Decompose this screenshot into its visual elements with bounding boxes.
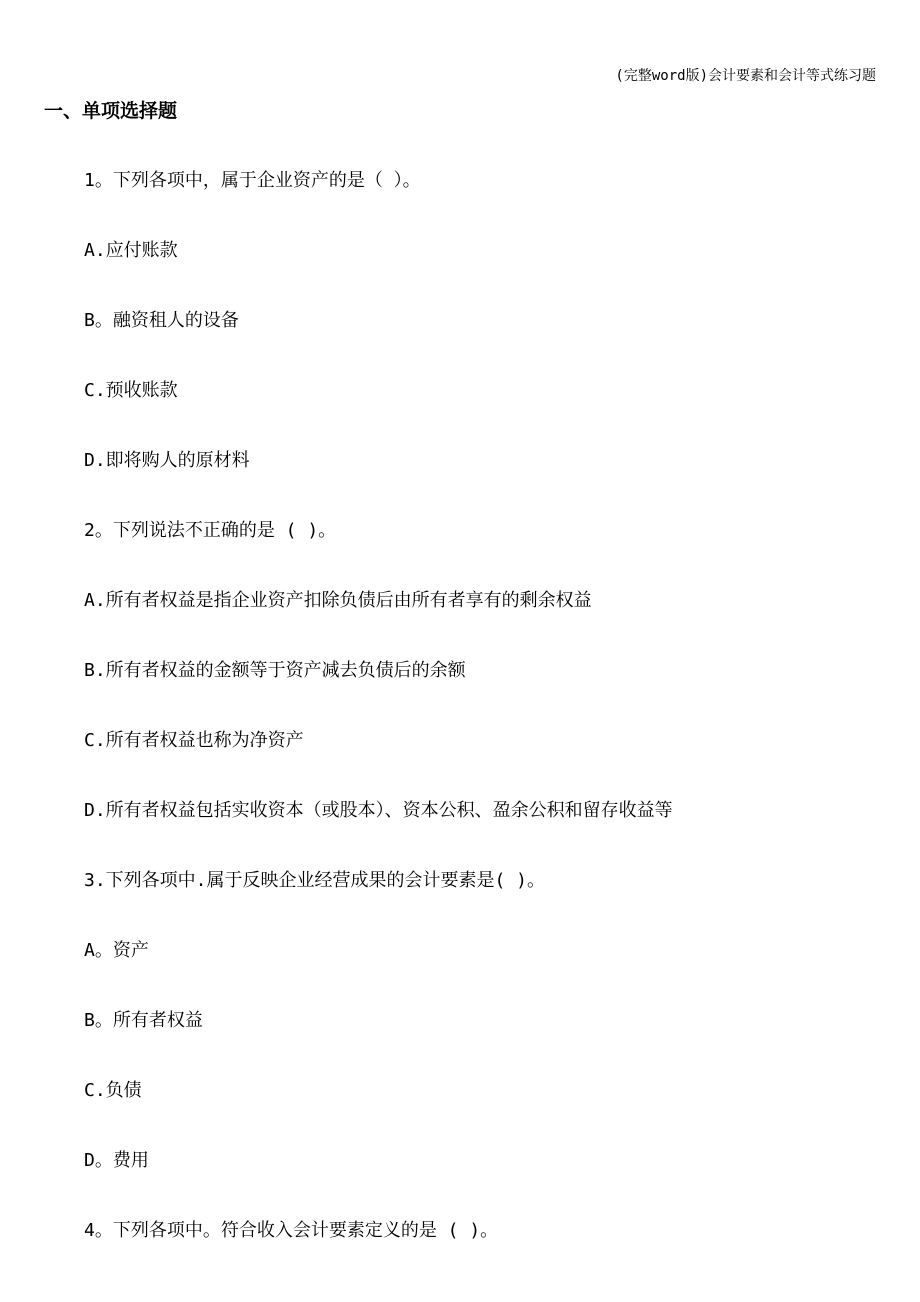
question-3-option-c: C.负债 [84, 1080, 142, 1101]
question-2-stem: 2。下列说法不正确的是 ( )。 [84, 520, 337, 541]
section-title: 一、单项选择题 [44, 100, 178, 122]
question-3-option-a: A。资产 [84, 940, 149, 961]
question-2-option-d: D.所有者权益包括实收资本（或股本）、资本公积、盈余公积和留存收益等 [84, 800, 673, 821]
question-3-option-b: B。所有者权益 [84, 1010, 203, 1031]
question-4-stem: 4。下列各项中。符合收入会计要素定义的是 ( )。 [84, 1220, 499, 1241]
question-1-option-a: A.应付账款 [84, 240, 178, 261]
question-1-stem: 1。下列各项中，属于企业资产的是（ ）。 [84, 170, 421, 191]
document-header-title: (完整word版)会计要素和会计等式练习题 [615, 68, 876, 84]
question-1-option-c: C.预收账款 [84, 380, 178, 401]
question-1-option-b: B。融资租人的设备 [84, 310, 239, 331]
question-2-option-b: B.所有者权益的金额等于资产减去负债后的余额 [84, 660, 466, 681]
question-3-stem: 3.下列各项中.属于反映企业经营成果的会计要素是( )。 [84, 870, 546, 891]
question-3-option-d: D。费用 [84, 1150, 149, 1171]
question-2-option-c: C.所有者权益也称为净资产 [84, 730, 304, 751]
question-2-option-a: A.所有者权益是指企业资产扣除负债后由所有者享有的剩余权益 [84, 590, 592, 611]
question-1-option-d: D.即将购人的原材料 [84, 450, 250, 471]
question-list [84, 167, 884, 1287]
